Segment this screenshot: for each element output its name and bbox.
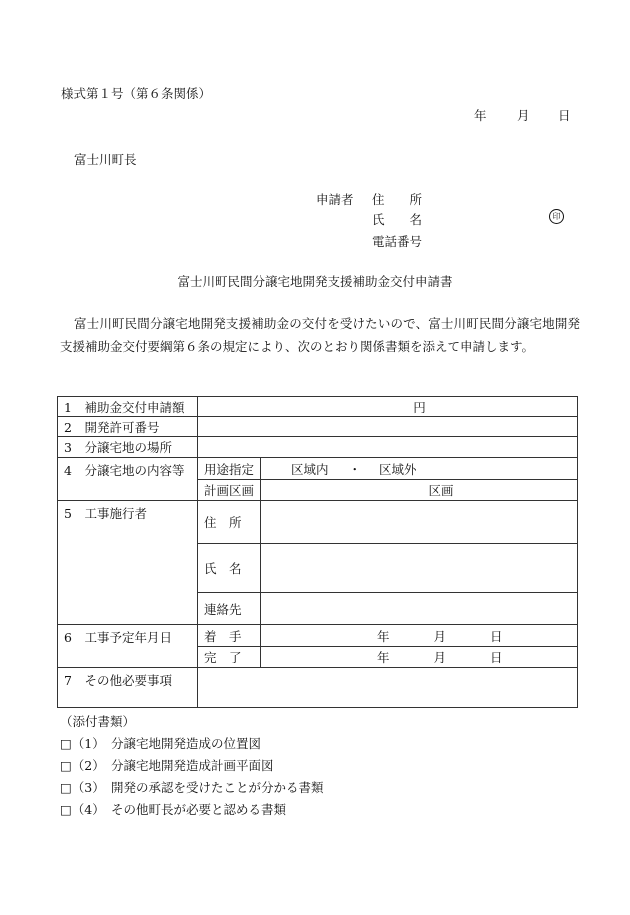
- other-field[interactable]: [198, 668, 578, 708]
- end-label: 完 了: [198, 647, 261, 668]
- application-table: [57, 396, 578, 708]
- start-month: 月: [433, 628, 447, 644]
- plan-lots-field[interactable]: [261, 480, 578, 501]
- table-row-contractor: [58, 501, 578, 544]
- schedule-label: 6 工事予定年月日: [58, 625, 198, 668]
- addressee: 富士川町長: [74, 152, 137, 167]
- contractor-contact-label: 連絡先: [198, 593, 261, 625]
- location-label: 3 分譲宅地の場所: [58, 437, 198, 458]
- contractor-name-field[interactable]: [261, 544, 578, 593]
- start-day: 日: [490, 628, 503, 644]
- use-designation-field[interactable]: [261, 458, 578, 480]
- contents-label: 4 分譲宅地の内容等: [58, 458, 198, 501]
- end-month: 月: [433, 650, 447, 665]
- plan-lots-unit: 区画: [428, 483, 454, 498]
- table-row-amount: [58, 397, 578, 417]
- start-date-field[interactable]: [261, 625, 578, 647]
- attachment-item-1[interactable]: □（1） 分譲宅地開発造成の位置図: [60, 736, 262, 751]
- option-separator: ・: [348, 461, 362, 477]
- form-number: 様式第１号（第６条関係）: [61, 86, 212, 101]
- location-field[interactable]: [198, 437, 578, 458]
- area-outside-option[interactable]: 区域外: [379, 461, 417, 477]
- table-row-schedule-start: [58, 625, 578, 647]
- use-designation-label: 用途指定: [198, 458, 261, 480]
- amount-unit: 円: [413, 399, 426, 415]
- other-label: 7 その他必要事項: [58, 668, 198, 708]
- table-row-contents: [58, 458, 578, 480]
- table-row-other: [58, 668, 578, 708]
- start-year: 年: [377, 628, 390, 644]
- table-row-permit: [58, 417, 578, 437]
- applicant-label: 申請者: [316, 192, 354, 207]
- attachment-item-2[interactable]: □（2） 分譲宅地開発造成計画平面図: [60, 758, 274, 773]
- date-month-label: 月: [517, 108, 530, 123]
- date-day-label: 日: [558, 108, 571, 123]
- contractor-address-label: 住 所: [198, 501, 261, 544]
- area-inside-option[interactable]: 区域内: [291, 461, 329, 477]
- end-year: 年: [377, 650, 390, 665]
- attachment-item-3[interactable]: □（3） 開発の承認を受けたことが分かる書類: [60, 780, 324, 795]
- table-row-location: [58, 437, 578, 458]
- end-day: 日: [490, 650, 503, 665]
- amount-label: 1 補助金交付申請額: [58, 397, 198, 417]
- start-label: 着 手: [198, 625, 261, 647]
- plan-lots-label: 計画区画: [198, 480, 261, 501]
- applicant-phone-label: 電話番号: [372, 234, 423, 249]
- applicant-address-label: 住 所: [372, 192, 423, 207]
- applicant-name-label: 氏 名: [372, 212, 423, 227]
- seal-mark: 印: [549, 209, 564, 224]
- contractor-address-field[interactable]: [261, 501, 578, 544]
- contractor-contact-field[interactable]: [261, 593, 578, 625]
- permit-field[interactable]: [198, 417, 578, 437]
- date-year-label: 年: [474, 108, 487, 123]
- permit-label: 2 開発許可番号: [58, 417, 198, 437]
- contractor-label: 5 工事施行者: [58, 501, 198, 625]
- document-title: 富士川町民間分譲宅地開発支援補助金交付申請書: [177, 274, 453, 289]
- attachment-item-4[interactable]: □（4） その他町長が必要と認める書類: [60, 802, 287, 817]
- contractor-name-label: 氏 名: [198, 544, 261, 593]
- amount-field[interactable]: [198, 397, 578, 417]
- attachments-heading: （添付書類）: [60, 714, 136, 729]
- body-paragraph: 富士川町民間分譲宅地開発支援補助金の交付を受けたいので、富士川町民間分譲宅地開発支援補助金交付要綱第６条の規定により、次のとおり関係書類を添えて申請します。: [60, 316, 580, 354]
- end-date-field[interactable]: [261, 647, 578, 668]
